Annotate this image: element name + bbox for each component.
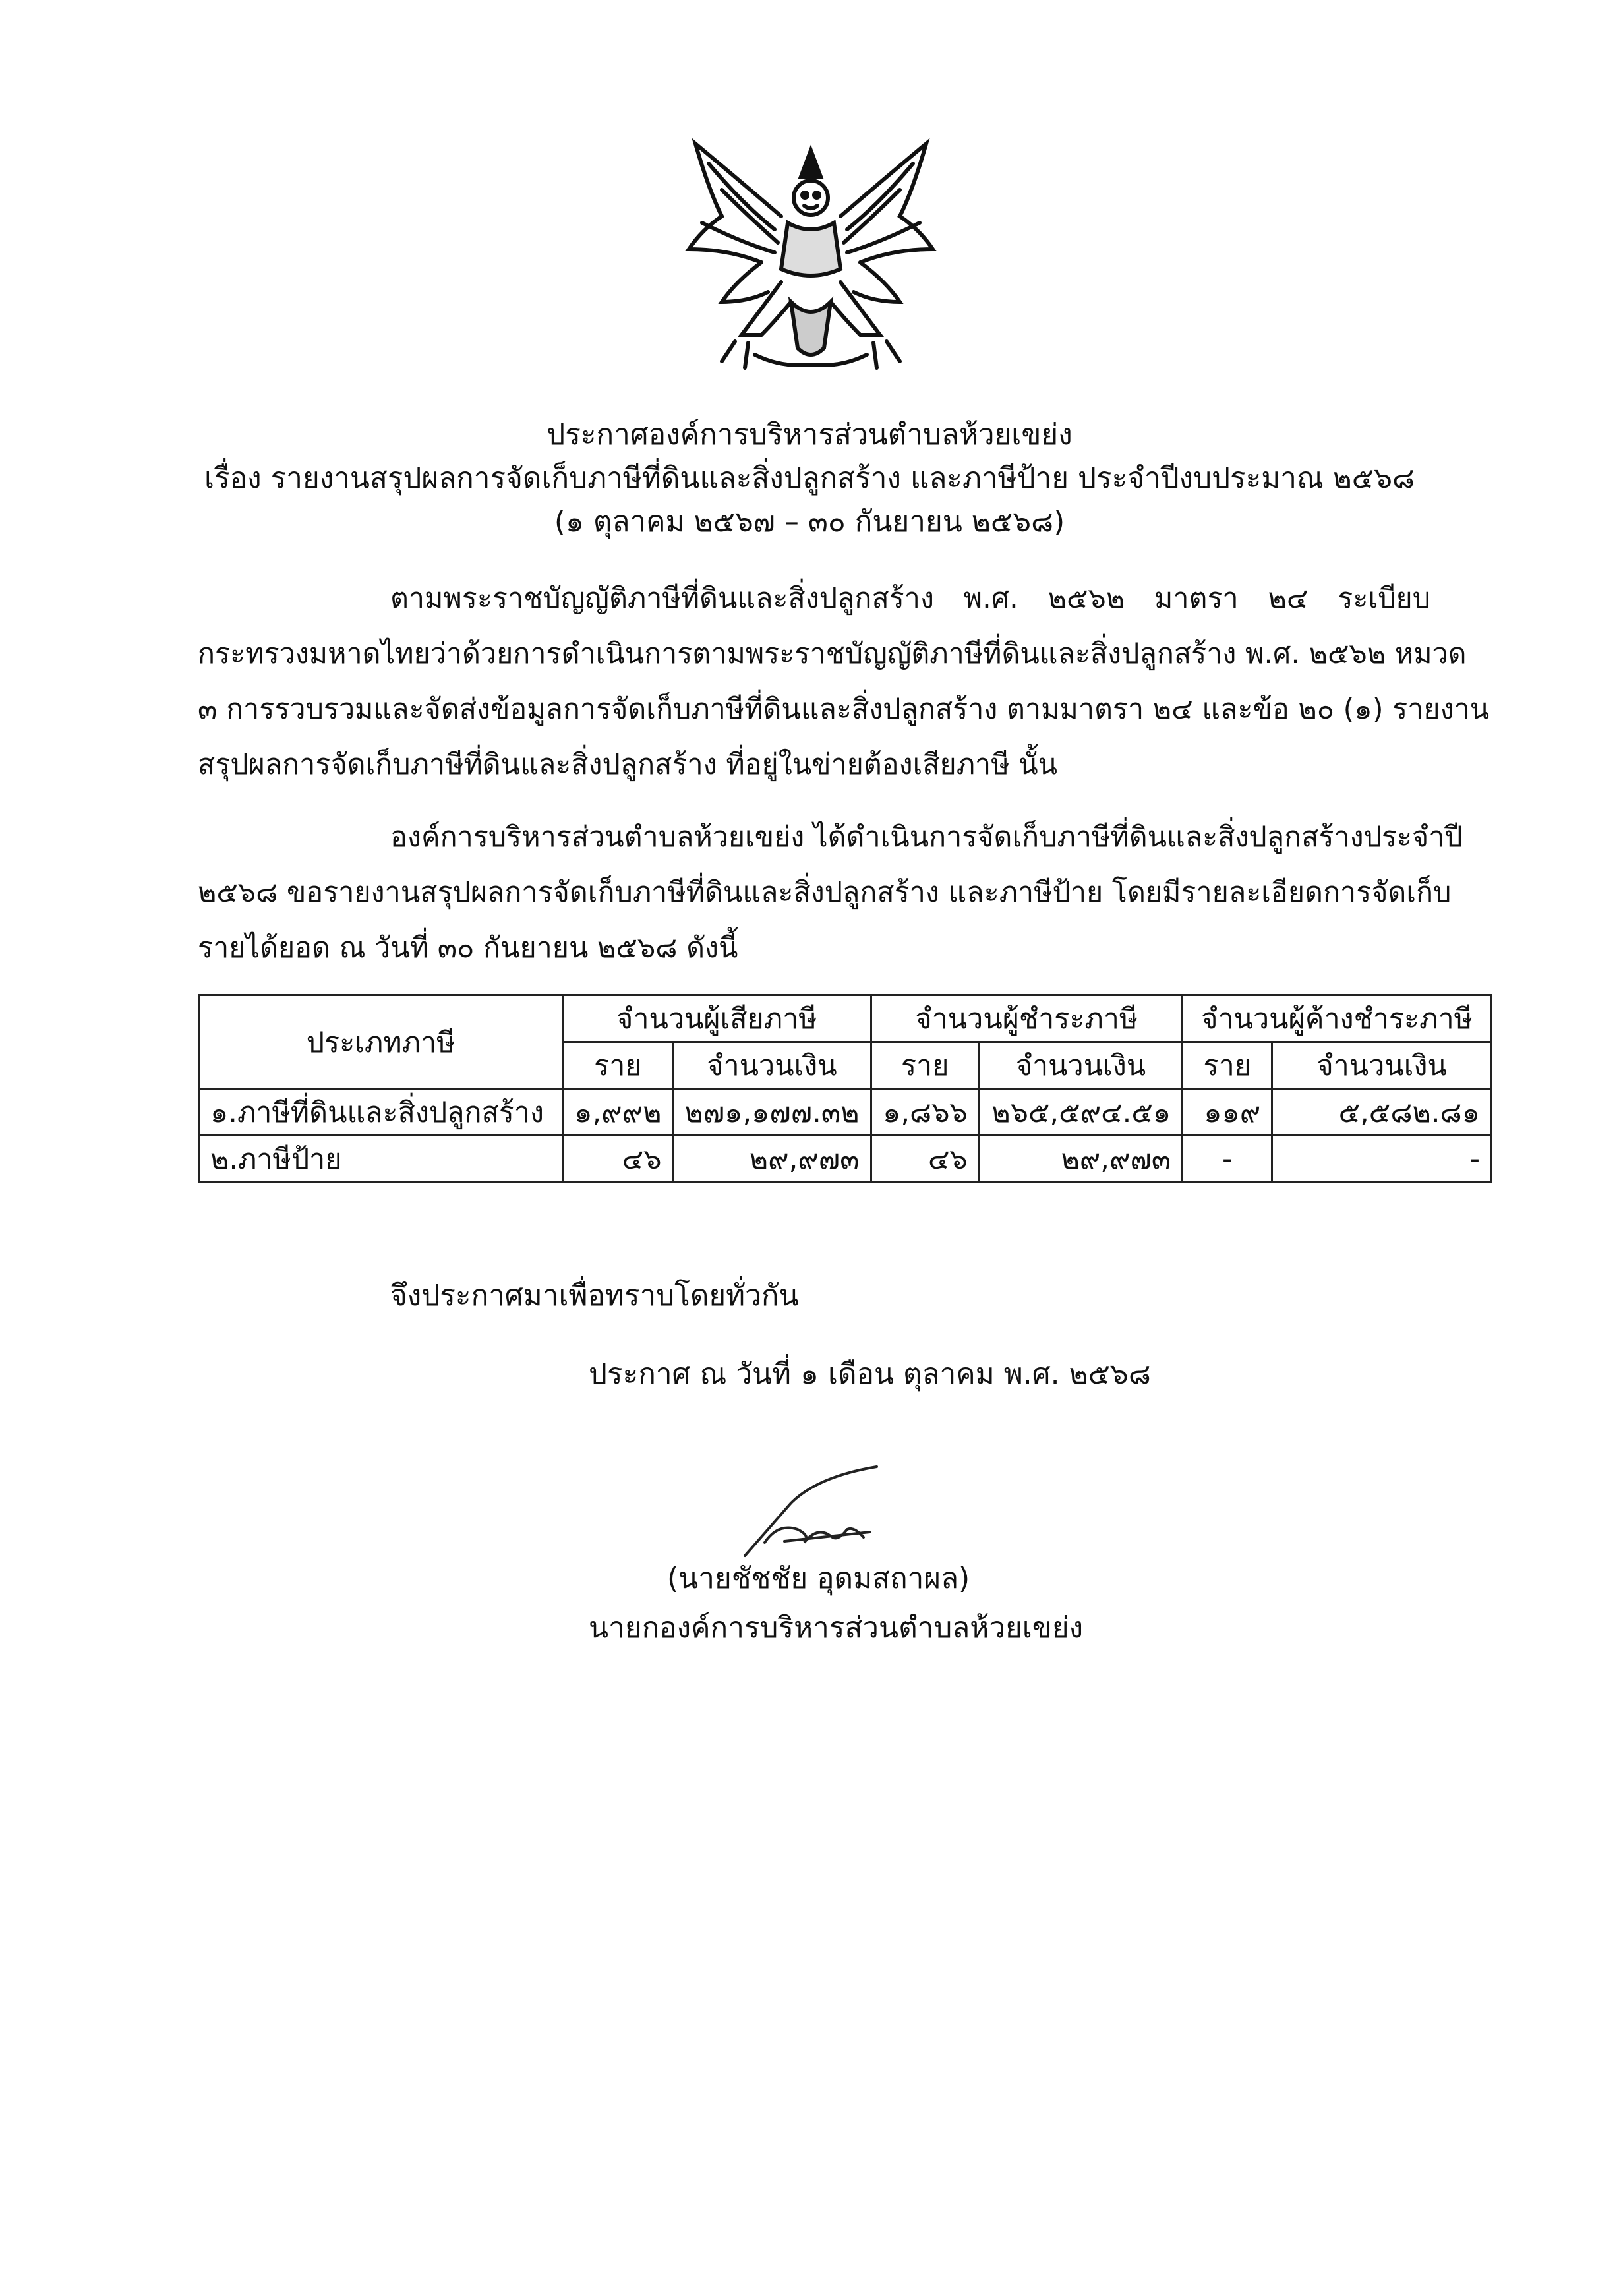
outstanding-count-cell: - (1183, 1136, 1272, 1183)
subheader-amount: จำนวนเงิน (1272, 1042, 1492, 1089)
table-row (199, 1089, 1492, 1136)
closing-announcement: จึงประกาศมาเพื่อทราบโดยทั่วกัน (390, 1279, 799, 1312)
outstanding-count-cell: ๑๑๙ (1183, 1089, 1272, 1136)
tax-type-cell: ๑.ภาษีที่ดินและสิ่งปลูกสร้าง (199, 1089, 563, 1136)
payers-amount-cell: ๒๙,๙๗๓ (673, 1136, 871, 1183)
paragraph-2-line: รายได้ยอด ณ วันที่ ๓๐ กันยายน ๒๕๖๘ ดังนี้ (198, 931, 738, 964)
table-row (199, 1136, 1492, 1183)
subheader-amount: จำนวนเงิน (979, 1042, 1182, 1089)
table-header-row (199, 995, 1492, 1042)
paragraph-1-line: ตามพระราชบัญญัติภาษีที่ดินและสิ่งปลูกสร้าง พ.ศ. ๒๕๖๒ มาตรา ๒๔ ระเบียบ (390, 582, 1430, 615)
paid-amount-cell: ๒๙,๙๗๓ (979, 1136, 1182, 1183)
tax-summary-table (198, 994, 1492, 1183)
paid-count-cell: ๔๖ (871, 1136, 979, 1183)
header-outstanding: จำนวนผู้ค้างชำระภาษี (1183, 995, 1492, 1042)
header-taxpayers: จำนวนผู้เสียภาษี (563, 995, 871, 1042)
outstanding-amount-cell: ๕,๕๘๒.๘๑ (1272, 1089, 1492, 1136)
garuda-emblem-icon (682, 137, 939, 381)
paragraph-2-line: ๒๕๖๘ ขอรายงานสรุปผลการจัดเก็บภาษีที่ดินและสิ่งปลูกสร้าง และภาษีป้าย โดยมีรายละเอียดการจัดเก็บ (198, 876, 1452, 909)
subheader-count: ราย (1183, 1042, 1272, 1089)
announcement-period: (๑ ตุลาคม ๒๕๖๗ – ๓๐ กันยายน ๒๕๖๘) (554, 505, 1065, 539)
paragraph-1-line: สรุปผลการจัดเก็บภาษีที่ดินและสิ่งปลูกสร้าง ที่อยู่ในข่ายต้องเสียภาษี นั้น (198, 748, 1058, 781)
payers-count-cell: ๔๖ (563, 1136, 673, 1183)
paid-count-cell: ๑,๘๖๖ (871, 1089, 979, 1136)
paragraph-1-line: ๓ การรวบรวมและจัดส่งข้อมูลการจัดเก็บภาษีที่ดินและสิ่งปลูกสร้าง ตามมาตรา ๒๔ และข้อ ๒๐ (๑) รายงาน (198, 693, 1490, 726)
signature-icon (738, 1463, 897, 1562)
payers-count-cell: ๑,๙๙๒ (563, 1089, 673, 1136)
paid-amount-cell: ๒๖๕,๕๙๔.๕๑ (979, 1089, 1182, 1136)
subheader-count: ราย (563, 1042, 673, 1089)
outstanding-amount-cell: - (1272, 1136, 1492, 1183)
signer-position: นายกองค์การบริหารส่วนตำบลห้วยเขย่ง (589, 1611, 1084, 1645)
header-tax-type: ประเภทภาษี (199, 995, 563, 1089)
announcement-date: ประกาศ ณ วันที่ ๑ เดือน ตุลาคม พ.ศ. ๒๕๖๘ (589, 1357, 1151, 1391)
signer-name: (นายชัชชัย อุดมสถาผล) (667, 1562, 970, 1595)
announcement-subject: เรื่อง รายงานสรุปผลการจัดเก็บภาษีที่ดินและสิ่งปลูกสร้าง และภาษีป้าย ประจำปีงบประมาณ ๒๕๖๘ (204, 461, 1415, 495)
announcement-title: ประกาศองค์การบริหารส่วนตำบลห้วยเขย่ง (546, 418, 1073, 452)
paragraph-1-line: กระทรวงมหาดไทยว่าด้วยการดำเนินการตามพระราชบัญญัติภาษีที่ดินและสิ่งปลูกสร้าง พ.ศ. ๒๕๖๒ หมวด (198, 637, 1467, 670)
payers-amount-cell: ๒๗๑,๑๗๗.๓๒ (673, 1089, 871, 1136)
paragraph-2-line: องค์การบริหารส่วนตำบลห้วยเขย่ง ได้ดำเนินการจัดเก็บภาษีที่ดินและสิ่งปลูกสร้างประจำปี (390, 821, 1463, 854)
tax-type-cell: ๒.ภาษีป้าย (199, 1136, 563, 1183)
subheader-amount: จำนวนเงิน (673, 1042, 871, 1089)
subheader-count: ราย (871, 1042, 979, 1089)
header-paid: จำนวนผู้ชำระภาษี (871, 995, 1183, 1042)
